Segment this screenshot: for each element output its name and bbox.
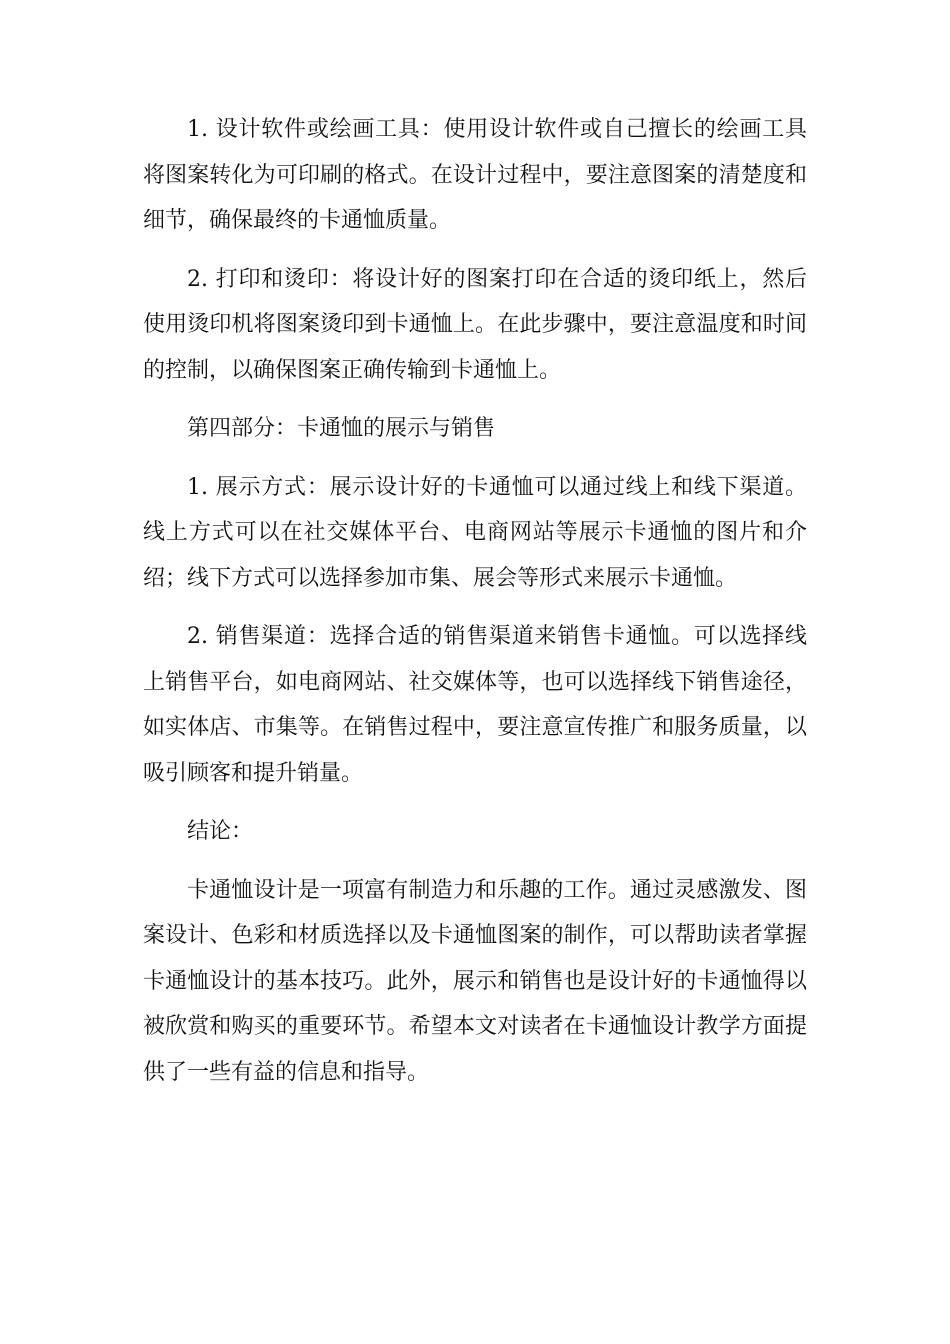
document-body bbox=[143, 107, 807, 1108]
section-heading-conclusion: 结论： bbox=[187, 819, 254, 844]
section-heading-part-four: 第四部分：卡通恤的展示与销售 bbox=[187, 416, 496, 441]
paragraph-display-methods: 1. 展示方式：展示设计好的卡通恤可以通过线上和线下渠道。线上方式可以在社交媒体平台、电商网站等展示卡通恤的图片和介绍；线下方式可以选择参加市集、展会等形式来展示卡通恤。 bbox=[143, 474, 807, 591]
paragraph-sales-channels: 2. 销售渠道：选择合适的销售渠道来销售卡通恤。可以选择线上销售平台，如电商网站、社交媒体等，也可以选择线下销售途径，如实体店、市集等。在销售过程中，要注意宣传推广和服务质量，以吸引顾客和提升销量。 bbox=[143, 624, 807, 786]
paragraph-conclusion: 卡通恤设计是一项富有制造力和乐趣的工作。通过灵感激发、图案设计、色彩和材质选择以及卡通恤图案的制作，可以帮助读者掌握卡通恤设计的基本技巧。此外，展示和销售也是设计好的卡通恤得以被欣赏和购买的重要环节。希望本文对读者在卡通恤设计教学方面提供了一些有益的信息和指导。 bbox=[143, 877, 807, 1085]
paragraph-design-software: 1. 设计软件或绘画工具：使用设计软件或自己擅长的绘画工具将图案转化为可印刷的格式。在设计过程中，要注意图案的清楚度和细节，确保最终的卡通恤质量。 bbox=[143, 117, 807, 233]
paragraph-print-transfer: 2. 打印和烫印：将设计好的图案打印在合适的烫印纸上，然后使用烫印机将图案烫印到卡通恤上。在此步骤中，要注意温度和时间的控制，以确保图案正确传输到卡通恤上。 bbox=[143, 266, 807, 383]
